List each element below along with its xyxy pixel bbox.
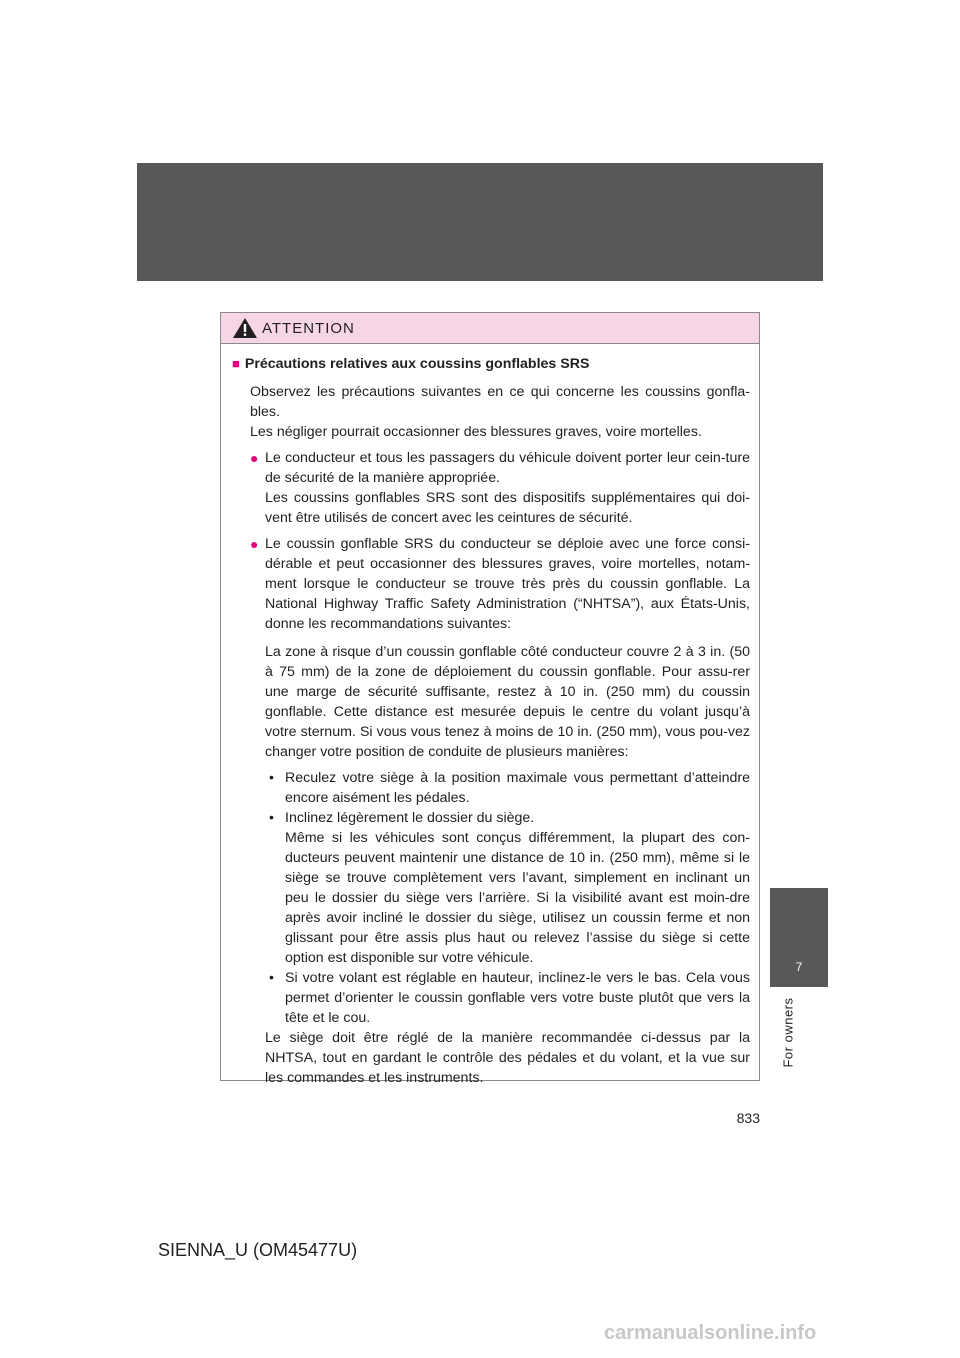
bullet-text: Reculez votre siège à la position maximale vous permettant d’atteindre encore aisément les pédales. (285, 770, 750, 806)
list-item (232, 534, 750, 1088)
intro-paragraph-2: Les négliger pourrait occasionner des blessures graves, voire mortelles. (250, 424, 702, 440)
caution-title: ATTENTION (262, 319, 355, 337)
caution-body (221, 344, 759, 1088)
caution-header (221, 313, 759, 344)
bullet-dot-icon: • (269, 770, 274, 786)
warning-triangle-icon (232, 317, 258, 339)
item-text-2: La zone à risque d’un coussin gonflable côté conducteur couvre 2 à 3 in. (50 à 75 mm) de la zone de déploiement du coussin gonflable. Pour assu-rer une marge de sécurité suffisante, restez à 10 in. (250 mm) du coussin gonflable. Cette distance est mesurée depuis le centre du volant jusqu’à votre sternum. Si vous vous tenez à moins de 10 in. (250 mm), vous pou-vez changer votre position de conduite de plusieurs manières: (265, 644, 750, 760)
bullet-text: Si votre volant est réglable en hauteur, inclinez-le vers le bas. Cela vous permet d’orienter le coussin gonflable vers votre buste plutôt que vers la tête et le cou. (285, 970, 750, 1026)
bullet-list (265, 768, 750, 1028)
circle-bullet-icon: ● (250, 450, 259, 466)
caution-box (220, 312, 760, 1086)
chapter-label (772, 992, 804, 1072)
header-band (137, 163, 823, 281)
bullet-text: Inclinez légèrement le dossier du siège. (285, 810, 535, 826)
item-text-2: Les coussins gonflables SRS sont des dispositifs supplémentaires qui doi-vent être utilisés de concert avec les ceintures de sécurité. (265, 490, 750, 526)
intro-paragraph-1: Observez les précautions suivantes en ce qui concerne les coussins gonfla-bles. (250, 384, 750, 420)
bullet-dot-icon: • (269, 810, 274, 826)
item-text: Le conducteur et tous les passagers du véhicule doivent porter leur cein-ture de sécurité de la manière appropriée. (265, 450, 750, 486)
page-number: 833 (736, 1110, 760, 1126)
bullet-item (265, 968, 750, 1028)
square-bullet-icon: ■ (232, 356, 240, 371)
item-text: Le coussin gonflable SRS du conducteur se déploie avec une force consi-dérable et peut occasionner des blessures graves, voire mortelles, notam-ment lorsque le conducteur se trouve très près du coussin gonflable. La National Highway Traffic Safety Administration (“NHTSA”), aux États-Unis, donne les recommandations suivantes: (265, 536, 750, 632)
bullet-text-2: Même si les véhicules sont conçus différemment, la plupart des con-ducteurs peuvent maintenir une distance de 10 in. (250 mm), même si le siège se trouve complètement vers l’avant, simplement en inclinant un peu le dossier du siège vers l’arrière. Si la visibilité avant est moin-dre après avoir incliné le dossier du siège, utilisez un coussin ferme et non glissant pour être assis plus haut ou relevez l’assise du siège si cette option est disponible sur votre véhicule. (285, 830, 750, 966)
closing-paragraph: Le siège doit être réglé de la manière recommandée ci-dessus par la NHTSA, tout en gardant le contrôle des pédales et du volant, et la vue sur les commandes et les instruments. (265, 1030, 750, 1086)
watermark[interactable]: carmanualsonline.info (604, 1322, 817, 1344)
bullet-item (265, 808, 750, 968)
footer-model: SIENNA_U (OM45477U) (158, 1240, 358, 1260)
bullet-item (265, 768, 750, 808)
section-heading (232, 354, 750, 374)
list-item (232, 448, 750, 528)
chapter-label-text: For owners (780, 996, 796, 1068)
bullet-dot-icon: • (269, 970, 274, 986)
section-title: Précautions relatives aux coussins gonflables SRS (244, 356, 590, 372)
circle-bullet-icon: ● (250, 536, 259, 552)
chapter-number: 7 (795, 960, 803, 974)
